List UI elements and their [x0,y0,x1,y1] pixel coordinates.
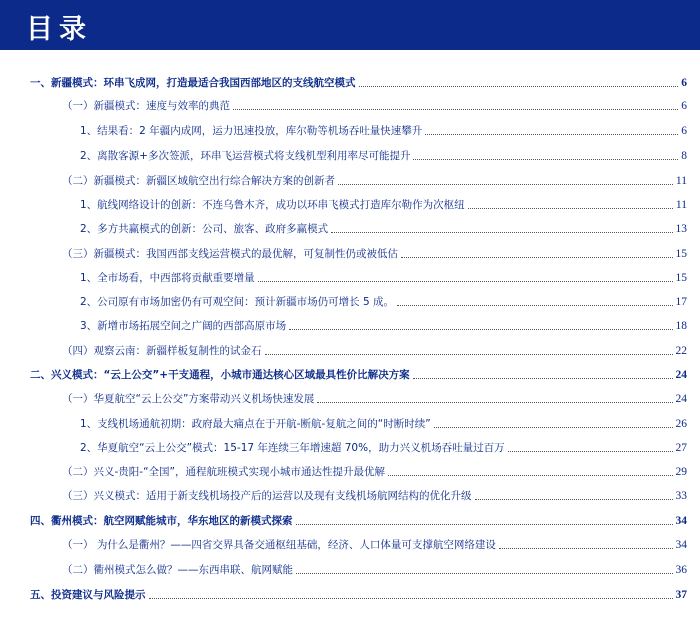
toc-entry[interactable] [80,118,687,138]
toc-entry[interactable] [62,93,687,113]
toc-entry-title: （三）兴义模式：适用于新支线机场投产后的运营以及现有支线机场航网结构的优化升级 [62,490,472,502]
toc-page-number: 6 [681,100,687,112]
toc-leader-dots [296,573,673,574]
toc-page-number: 6 [681,77,687,89]
toc-leader-dots [401,257,673,258]
toc-entry[interactable] [80,143,687,163]
toc-page-number: 33 [675,490,687,502]
toc-page-number: 15 [675,272,687,284]
toc-entry-title: （三）新疆模式：我国西部支线运营模式的最优解，可复制性仍或被低估 [62,248,398,260]
toc-leader-dots [413,378,673,379]
toc-entry[interactable] [30,508,687,528]
toc-entry-title: 1、支线机场通航初期：政府最大痛点在于开航-断航-复航之间的“时断时续” [80,418,431,430]
toc-page-number: 34 [675,539,687,551]
toc-page-number: 22 [675,345,687,357]
toc-page-number: 27 [675,442,687,454]
toc-entry[interactable] [80,192,687,212]
toc-leader-dots [508,451,673,452]
toc-entry-title: （一）华夏航空“云上公交”方案带动兴义机场快速发展 [62,393,315,405]
toc-page-number: 34 [675,515,687,527]
toc-page-number: 13 [675,223,687,235]
toc-leader-dots [317,402,672,403]
toc-entry-title: 2、多方共赢模式的创新：公司、旅客、政府多赢模式 [80,223,329,235]
toc-entry[interactable] [62,241,687,261]
toc-entry[interactable] [62,483,687,503]
toc-leader-dots [338,184,673,185]
page-title: 目录 [26,14,92,45]
toc-entry[interactable] [80,216,687,236]
toc-page-number: 36 [675,564,687,576]
toc-entry[interactable] [62,557,687,577]
toc-leader-dots [499,548,673,549]
toc-page-number: 17 [675,296,687,308]
toc-entry-title: 五、投资建议与风险提示 [30,589,146,601]
toc-leader-dots [149,598,673,599]
toc-leader-dots [468,208,673,209]
toc-entry[interactable] [62,532,687,552]
toc-entry[interactable] [80,411,687,431]
toc-entry[interactable] [30,70,687,90]
toc-entry[interactable] [30,582,687,602]
toc-page-number: 11 [675,199,687,211]
toc-entry-title: （一）新疆模式：速度与效率的典范 [62,100,230,112]
toc-entry[interactable] [30,362,687,382]
toc-leader-dots [359,86,679,87]
toc-entry[interactable] [80,289,687,309]
toc-entry[interactable] [62,386,687,406]
toc-leader-dots [233,109,678,110]
toc-entry-title: 一、新疆模式：环串飞成网，打造最适合我国西部地区的支线航空模式 [30,77,356,89]
toc-entry-title: 2、公司原有市场加密仍有可观空间：预计新疆市场仍可增长 5 成。 [80,296,395,308]
toc-entry[interactable] [80,313,687,333]
toc-leader-dots [425,134,678,135]
toc-entry-title: 2、离散客源+多次签派，环串飞运营模式将支线机型利用率尽可能提升 [80,150,411,162]
toc-leader-dots [475,499,673,500]
toc-leader-dots [413,159,678,160]
toc-page-number: 37 [675,589,687,601]
toc-entry[interactable] [80,265,687,285]
toc-leader-dots [434,427,673,428]
toc-page-number: 8 [681,150,687,162]
toc-page-number: 29 [675,466,687,478]
toc-entry-title: 3、新增市场拓展空间之广阔的西部高原市场 [80,320,287,332]
title-banner [0,0,700,50]
toc-entry[interactable] [80,435,687,455]
toc-entry-title: 四、衢州模式：航空网赋能城市，华东地区的新模式探索 [30,515,293,527]
toc-entry-title: 二、兴义模式：“云上公交”+干支通程，小城市通达核心区域最具性价比解决方案 [30,369,410,381]
toc-page-number: 24 [675,393,687,405]
toc-entry-title: 2、华夏航空“云上公交”模式：15-17 年连续三年增速超 70%，助力兴义机场吞吐量过百万 [80,442,505,454]
toc-entry-title: 1、航线网络设计的创新：不连乌鲁木齐，成功以环串飞模式打造库尔勒作为次枢纽 [80,199,465,211]
toc-leader-dots [265,354,673,355]
toc-entry-title: 1、结果看：2 年疆内成网，运力迅速投放，库尔勒等机场吞吐量快速攀升 [80,125,423,137]
toc-leader-dots [258,281,673,282]
toc-entry-title: （二）兴义-贵阳-“全国”，通程航班模式实现小城市通达性提升最优解 [62,466,385,478]
toc-page-number: 6 [681,125,687,137]
toc-leader-dots [296,524,673,525]
toc-entry-title: （一） 为什么是衢州？——四省交界具备交通枢纽基础，经济、人口体量可支撑航空网络建设 [62,539,496,551]
toc-entry[interactable] [62,168,687,188]
toc-page-number: 15 [675,248,687,260]
toc-leader-dots [388,475,673,476]
toc-entry-title: （二）新疆模式：新疆区域航空出行综合解决方案的创新者 [62,175,335,187]
toc-entry[interactable] [62,338,687,358]
toc-page-number: 18 [675,320,687,332]
toc-leader-dots [331,232,672,233]
toc-entry[interactable] [62,459,687,479]
toc-page-number: 11 [675,175,687,187]
toc-page-number: 24 [675,369,687,381]
toc-page-number: 26 [675,418,687,430]
toc-leader-dots [289,329,672,330]
toc-entry-title: （四）观察云南：新疆样板复制性的试金石 [62,345,262,357]
toc-entry-title: （二）衢州模式怎么做？——东西串联、航网赋能 [62,564,293,576]
toc-leader-dots [397,305,672,306]
toc-entry-title: 1、全市场看，中西部将贡献重要增量 [80,272,255,284]
